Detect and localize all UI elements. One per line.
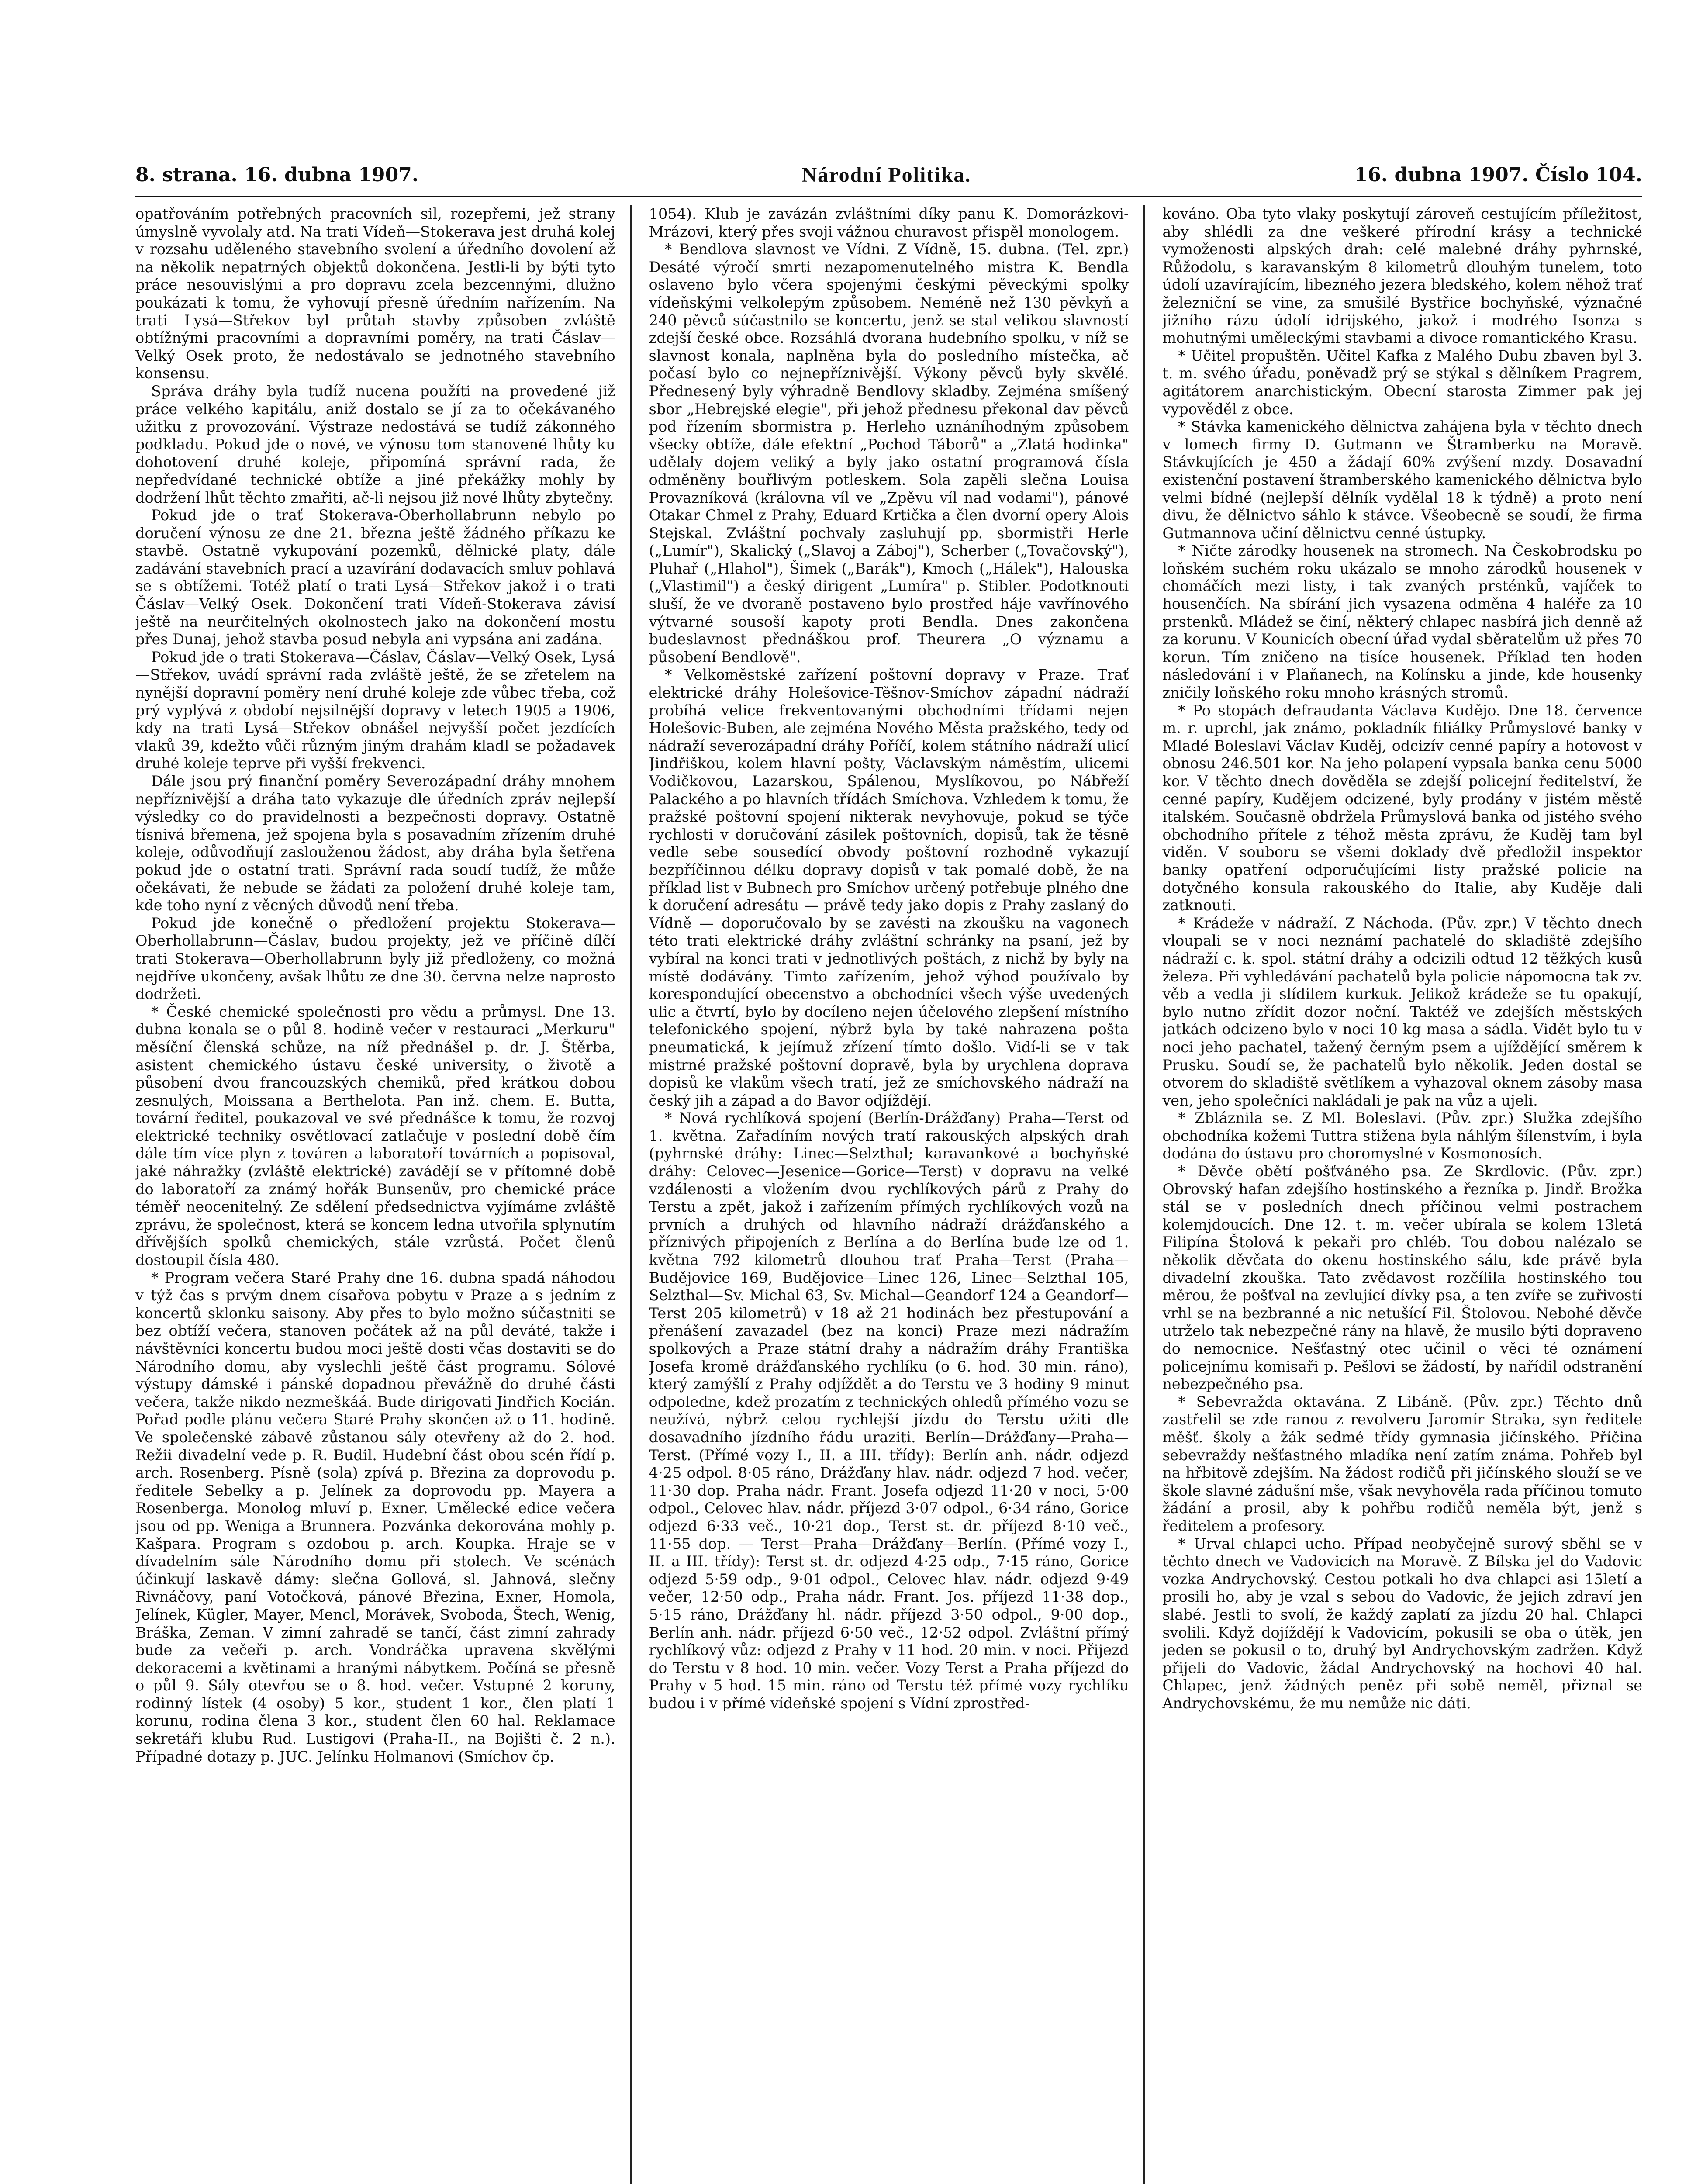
paragraph: kováno. Oba tyto vlaky poskytují zároveň cestujícím příležitost, aby shlédli za dne veškeré přírodní krásy a technické vymoženosti alpských drah: celé malebné dráhy pyhrnské, Růžodolu, s karavanským 8 kilometrů dlouhým tunelem, toto údolí uzavírajícím, libezného jezera bledského, kolem něhož trať železniční se vine, za smušilé Bystřice bochyňské, význačné jižního rázu údolí idrijského, jakož i modrého Isonza s mohutnými uměleckými stavbami a divoce romantického Krasu. [1162, 205, 1643, 347]
news-item-madness: * Zbláznila se. Z Ml. Boleslavi. (Pův. zpr.) Služka zdejšího obchodníka kožemi Tuttra stižena byla náhlým šílenstvím, i byla dodána do ústavu pro choromyslné v Kosmonosích. [1162, 1109, 1643, 1162]
news-item-caterpillars: * Ničte zárodky housenek na stromech. Na Českobrodsku po loňském suchém roku ukázalo se mnoho zárodků housenek v chomáčích mezi listy, i tak zvaných prsténků, vajíček to housenčích. Na sbírání jich vysazena odměna 4 haléře za 10 prstenků. Mládež se činí, některý chlapec nasbírá jich denně až za korunu. V Kounicích obecní úřad vydal sběratelům už přes 70 korun. Tím zničeno na tisíce housenek. Příklad ten hoden následování i v Plaňanech, na Kolínsku a jinde, kde housenky zničily loňského roku mnoho krásných stromů. [1162, 542, 1643, 702]
paragraph: Pokud jde konečně o předložení projektu Stokerava—Oberhollabrunn—Čáslav, budou projekty, jež ve příčině dílčí trati Stokerava—Oberhollabrunn byly již předloženy, co možná nejdříve ukončeny, avšak lhůtu ze dne 30. června nelze naprosto dodržeti. [135, 914, 615, 1003]
news-item-stara-praha: * Program večera Staré Prahy dne 16. dubna spadá náhodou v týž čas s prvým dnem císařova pobytu v Praze a s jedním z koncertů sklonku saisony. Aby přes to bylo možno súčastniti se bez obtíží večera, stanoven počátek až na půl deváté, takže i návštěvníci koncertu budou moci ještě dosti včas dostaviti se do Národního domu, aby vyslechli ještě část programu. Sólové výstupy dámské i pánské dopadnou převážně do druhé části večera, takže nikdo nezmeškáá. Bude dirigovati Jindřich Kocián. Pořad podle plánu večera Staré Prahy skončen až o 11. hodině. Ve společenské zábavě zůstanou sály otevřeny až do 2. hod. Režii divadelní vede p. R. Budil. Hudební část obou scén řídí p. arch. Rosenberg. Písně (sola) zpívá p. Březina za doprovodu p. ředitele Sebelky a p. Jelínek za doprovodu pp. Mayera a Rosenberga. Monolog mluví p. Exner. Umělecké edice večera jsou od pp. Weniga a Brunnera. Pozvánka dekorována mohly p. Kašpara. Program s ozdobou p. arch. Koupka. Hraje se v dívadelním sále Národního domu při stolech. Ve scénách účinkují laskavě dámy: slečna Gollová, sl. Jahnová, slečny Rivnáčovy, paní Votočková, pánové Březina, Exner, Homola, Jelínek, Kügler, Mayer, Mencl, Morávek, Svoboda, Štech, Wenig, Bráška, Zeman. V zimní zahradě se tančí, část zimní zahrady bude za večeři p. arch. Vondráčka upravena skvělými dekoracemi a květinami a hranými nábytkem. Počíná se přesně o půl 9. Sály otevřou se o 8. hod. večer. Vstupné 2 koruny, rodinný lístek (4 osoby) 5 kor., student 1 kor., člen platí 1 korunu, rodina člena 3 kor., student člen 60 hal. Reklamace sekretáři klubu Rud. Lustigovi (Praha-II., na Bojišti č. 2 n.). Případné dotazy p. JUC. Jelínku Holmanovi (Smíchov čp. [135, 1269, 615, 1765]
header-left: 8. strana. 16. dubna 1907. [135, 163, 419, 186]
news-item-dog: * Děvče obětí pošťváného psa. Ze Skrdlovic. (Pův. zpr.) Obrovský hafan zdejšího hostinského a řezníka p. Jindř. Brožka stál se v posledních dnech příčinou velmi postrachem kolemjdoucích. Dne 12. t. m. večer ubírala se kolem 13letá Filipína Štolová k pekaři pro chléb. Tou dobou nalézalo se několik děvčata do okenu hostinského sálu, kde právě byla divadelní zkouška. Tato zvědavost rozčílila hostinského tou měrou, že pošťval na zevlující dívky psa, a ten zvíře se zuřivostí vrhl se na bezbranné a nic netušící Fil. Štolovou. Nebohé děvče utrželo tak nebezpečné rány na hlavě, že musilo býti dopraveno do nemocnice. Nešťastný otec učinil o věci té oznámení policejnímu komisaři p. Pešlovi se žádostí, by nařídil odstranění nebezpečného psa. [1162, 1163, 1643, 1393]
paragraph: 1054). Klub je zavázán zvláštními díky panu K. Domorázkovi-Mrázovi, který přes svoji vážnou churavost přispěl monologem. [649, 205, 1129, 240]
news-item-teacher: * Učitel propuštěn. Učitel Kafka z Malého Dubu zbaven byl 3. t. m. svého úřadu, poněvadž prý se stýkal s dělníkem Pragrem, agitátorem anarchistickým. Obecní starosta Zimmer pak jej vypověděl z obce. [1162, 347, 1643, 418]
header-rule [135, 196, 1642, 197]
news-item-express: * Nová rychlíková spojení (Berlín-Drážďany) Praha—Terst od 1. května. Zařadíním nových tratí rakouských alpských drah (pyhrnské dráhy: Linec—Selzthal; karavankové a bochyňské dráhy: Celovec—Jesenice—Gorice—Terst) v dopravu na velké vzdálenosti a vložením dvou rychlíkových párů z Prahy do Terstu a zpět, jakož i zařízením přímých rychlíkových vozů na prvních a druhých od hlavního nádraží drážďanského a příznivých připojeních z Berlína a do Berlína bude lze od 1. května 792 kilometrů dlouhou trať Praha—Terst (Praha—Budějovice 169, Budějovice—Linec 126, Linec—Selzthal 105, Selzthal—Sv. Michal 63, Sv. Michal—Geandorf 124 a Geandorf—Terst 205 kilometrů) v 18 až 21 hodinách bez přestupování a přenášení zavazadel (bez na konci) Praze mezi nádražím spolkových a Praze státní drahy a nádražím dráhy Františka Josefa kromě drážďanského rychlíku (o 6. hod. 30 min. ráno), který zamýšlí z Prahy odjíždět a do Terstu ve 3 hodiny 9 minut odpoledne, kdež prozatím z technických ohledů přímého vozu se neužívá, nýbrž celou rychlejší jízdu do Terstu užiti dle dosavadního jízdního řádu uraziti. Berlín—Drážďany—Praha—Terst. (Přímé vozy I., II. a III. třídy): Berlín anh. nádr. odjezd 4·25 odpol. 8·05 ráno, Drážďany hlav. nádr. odjezd 7 hod. večer, 11·30 dop. Praha nádr. Frant. Josefa odjezd 11·20 v noci, 5·00 odpol., Celovec hlav. nádr. příjezd 3·07 odpol., 6·34 ráno, Gorice odjezd 6·33 več., 10·21 dop., Terst st. dr. příjezd 8·10 več., 11·55 dop. — Terst—Praha—Drážďany—Berlín. (Přímé vozy I., II. a III. třídy): Terst st. dr. odjezd 4·25 odp., 7·15 ráno, Gorice odjezd 5·59 odp., 9·01 odpol., Celovec hlav. nádr. odjezd 9·49 večer, 12·50 odp., Praha nádr. Frant. Jos. příjezd 11·38 dop., 5·15 ráno, Drážďany hl. nádr. příjezd 3·50 odpol., 9·00 dop., Berlín anh. nádr. příjezd 6·50 več., 12·52 odpol. Zvláštní přímý rychlíkový vůz: odjezd z Prahy v 11 hod. 20 min. v noci. Přijezd do Terstu v 8 hod. 10 min. večer. Vozy Terst a Praha příjezd do Prahy v 5 hod. 15 min. ráno od Terstu též přímé vozy rychlíku budou i v přímé vídeňské spojení s Vídní zprostřed- [649, 1109, 1129, 1712]
column-3 [1162, 205, 1642, 2184]
article-columns [135, 205, 1642, 2184]
header-right: 16. dubna 1907. Číslo 104. [1354, 163, 1642, 186]
column-2 [649, 205, 1145, 2184]
paragraph: Pokud jde o trati Stokerava—Čáslav, Čáslav—Velký Osek, Lysá—Střekov, uvádí správní rada zvláště ještě, že se zřetelem na nynější dopravní poměry není druhé koleje zde vůbec třeba, což prý vyplývá z období nejsilnější dopravy v letech 1905 a 1906, kdy na trati Lysá—Střekov obnášel nejvyšší počet jezdících vlaků 39, kdežto vůči různým jiným drahám kladl se požadavek druhé koleje teprve při vyšší frekvenci. [135, 648, 615, 772]
page-header [135, 157, 1642, 192]
news-item-chemical-society: * České chemické společnosti pro vědu a průmysl. Dne 13. dubna konala se o půl 8. hodině večer v restauraci „Merkuru" měsíční členská schůze, na níž přednášel p. dr. J. Štěrba, asistent chemického ústavu české university, o životě a působení dvou francouzských chemiků, před krátkou dobou zesnulých, Moissana a Berthelota. Pan inž. chem. E. Butta, tovární ředitel, poukazoval ve své přednášce k tomu, že rozvoj elektrické techniky osvětlovací zatlačuje v poslední době čím dále tím více plyn z továren a laboratoří továrních a popisoval, jaké náhražky (zvláště elektrické) zavádějí se v přítomné době do laboratoří za známý hořák Bunsenův, pro chemické práce téměř neocenitelný. Ze sdělení předsednictva vyjímáme zvláště zprávu, že společnost, která se koncem ledna utvořila splynutím dřívějších spolků chemických, stále vzrůstá. Počet členů dostoupil čísla 480. [135, 1003, 615, 1269]
news-item-theft: * Krádeže v nádraží. Z Náchoda. (Pův. zpr.) V těchto dnech vloupali se v noci neznámí pachatelé do skladiště zdejšího nádraží c. k. spol. státní dráhy a odcizili odtud 12 těžkých kusů železa. Při vyhledávání pachatelů byla policie nápomocna tak zv. věb a vedla ji slídilem kurkuk. Jelikož krádeže se tu opakují, bylo nutno zřídit dozor noční. Taktéž ve zdejších městských jatkách odcizeno bylo v noci 10 kg masa a sádla. Vidět bylo tu v noci jeho pachatel, tažený černým psem a ujíždějící směrem k Prusku. Soudí se, že pachatelů bylo několik. Jeden dostal se otvorem do skladiště světlíkem a vyhazoval oknem zásoby masa ven, jeho společníci nakládali je pak na vůz a ujeli. [1162, 914, 1643, 1109]
news-item-suicide: * Sebevražda oktavána. Z Libáně. (Pův. zpr.) Těchto dnů zastřelil se zde ranou z revolveru Jaromír Straka, syn ředitele měšť. školy a žák sedmé třídy gymnasia jičínského. Příčina sebevraždy nešťastného mladíka není zatím známa. Pohřeb byl na hřbitově zdejším. Na žádost rodičů při jičínského slouží se ve škole slavné zádušní mše, však nevyhověla rada příčinou tomuto žádání a prosil, aby k pohřbu rodičů neměla být, jenž s ředitelem a profesory. [1162, 1393, 1643, 1534]
news-item-strike: * Stávka kamenického dělnictva zahájena byla v těchto dnech v lomech firmy D. Gutmann ve Štramberku na Moravě. Stávkujících je 450 a žádají 60% zvýšení mzdy. Dosavadní existenční postavení štramberského kamenického dělnictva bylo velmi bídné (nejlepší dělník vydělal 18 k týdně) a proto není divu, že dělnictvo sáhlo k stávce. Všeobecně se soudí, že firma Gutmannova učiní dělnictvu cenné ústupky. [1162, 418, 1643, 542]
paragraph: Dále jsou prý finanční poměry Severozápadní dráhy mnohem nepříznivější a dráha tato vykazuje dle úředních zpráv nejlepší výsledky co do pravidelnosti a bezpečnosti dopravy. Ostatně tísnivá břemena, jež spojena byla s posavadním zřízením druhé koleje, odůvodňují zaslouženou žádost, aby dráha byla šetřena pokud jde o ostatní trati. Správní rada soudí tudíž, že může očekávati, že nebude se žádati za položení druhé koleje tam, kde toho nyní z věcných důvodů není třeba. [135, 773, 615, 914]
news-item-ear: * Urval chlapci ucho. Případ neobyčejně surový sběhl se v těchto dnech ve Vadovicích na Moravě. Z Bílska jel do Vadovic vozka Andrychovský. Cestou potkali ho dva chlapci asi 15letí a prosili ho, aby je vzal s sebou do Vadovic, že jejich zdraví jen slabé. Jestli to svolí, že každý zaplatí za jízdu 20 hal. Chlapci svolili. Když dojíždějí k Vadovicím, pokusili se oba o útěk, jen jeden se pokusil o to, druhý byl Andrychovským zadržen. Když přijeli do Vadovic, žádal Andrychovský na hochovi 40 hal. Chlapec, jenž žádných peněz při sobě neměl, přiznal se Andrychovskému, že mu nemůže nic dáti. [1162, 1535, 1643, 1712]
news-item-postal: * Velkoměstské zařízení poštovní dopravy v Praze. Trať elektrické dráhy Holešovice-Těšnov-Smíchov západní nádraží probíhá velice frekventovanými obchodními třídami nejen Holešovic-Buben, ale zejména Nového Města pražského, tedy od nádraží severozápadní dráhy Poříčí, kolem státního nádraží ulicí Jindřiškou, kolem hlavní pošty, Václavským náměstím, ulicemi Vodičkovou, Lazarskou, Spálenou, Myslíkovou, po Nábřeží Palackého a po hlavních třídách Smíchova. Vzhledem k tomu, že pražské poštovní spojení nikterak nevyhovuje, pokud se týče rychlosti v doručování zásilek poštovních, dopisů, tak že těsně vedle sebe sousedící obvody poštovní rozhodně vykazují bezpříčinnou délku dopravy dopisů v tak pomalé době, že na příklad list v Bubnech pro Smíchov určený potřebuje plného dne k doručení adresátu — právě tedy jako dopis z Prahy zaslaný do Vídně — doporučovalo by se zavésti na zkoušku na vagonech této trati elektrické dráhy zvláštní schránky na psaní, jež by vybíral na konci trati v jednotlivých poštách, z nichž by byly na místě dodávány. Timto zařízením, jehož výhod používalo by korespondující obecenstvo a obchodníci všech výše uvedených ulic a čtvrtí, bylo by docíleno nejen účelového zlepšení místního telefonického spojení, nýbrž byla by také nahrazena pošta pneumatická, k jejímuž zřízení tímto došlo. Vidí-li se v tak mistrné pražské poštovní dopravě, byla by urychlena doprava dopisů ke vlakům všech tratí, jež ze smíchovského nádraží na český jih a západ a do Bavor odjíždějí. [649, 666, 1129, 1109]
news-item-defraudant: * Po stopách defraudanta Václava Kudějo. Dne 18. července m. r. uprchl, jak známo, pokladník filiálky Průmyslové banky v Mladé Boleslavi Václav Kuděj, odcizív cenné papíry a hotovost v obnosu 246.501 kor. Na jeho polapení vypsala banka cenu 5000 kor. V těchto dnech dověděla se zdejší policejní ředitelství, že cenné papíry, Kudějem odcizené, byly prodány v jistém městě italském. Současně obdržela Průmyslová banka od jistého svého obchodního přítele z téhož města zprávu, že Kuděj tam byl viděn. V souboru se všemi doklady dvě předložil inspektor banky opatření odporučujícími listy pražské policie na dotyčného konsula rakouského do Italie, aby Kuděje dali zatknouti. [1162, 702, 1643, 914]
paragraph: Správa dráhy byla tudíž nucena použíti na provedené již práce velkého kapitálu, aniž dostalo se jí za to očekávaného užitku z provozování. Výstraze nedostává se tudíž zákonného podkladu. Pokud jde o nové, ve výnosu tom stanovené lhůty ku dohotovení druhé koleje, připomíná správní rada, že nepředvídané technické obtíže a jiné překážky mohly by dodržení lhůt těchto zmařiti, ač-li nejsou již nové lhůty zbytečny. [135, 382, 615, 506]
paragraph: Pokud jde o trať Stokerava-Oberhollabrunn nebylo po doručení výnosu ze dne 21. března ještě žádného příkazu ke stavbě. Ostatně vykupování pozemků, dělnické platy, dále zadávání stavebních prací a uzavírání dodavacích smluv pohlavá se s obtížemi. Totéž platí o trati Lysá—Střekov jakož i o trati Čáslav—Velký Osek. Dokončení trati Vídeň-Stokerava závisí ještě na neurčitelných okolnostech jako na dokončení mostu přes Dunaj, jehož stavba posud nebyla ani vypsána ani zadána. [135, 507, 615, 648]
masthead: Národní Politika. [801, 163, 971, 187]
column-1 [135, 205, 632, 2184]
paragraph: opatřováním potřebných pracovních sil, rozepřemi, jež strany úmyslně vyvolaly atd. Na trati Vídeň—Stokerava jest druhá kolej v rozsahu uděleného stavebního svolení a úředního dovolení až na několik nepatrných objektů dokončena. Jestli-li by býti tyto práce nesouvislými a pro dopravu zcela bezcennými, dlužno poukázati k tomu, že vyhovují přesně úředním nařízením. Na trati Lysá—Střekov byl průtah stavby způsoben zvláště obtížnými pracovními a dopravními poměry, na trati Čáslav—Velký Osek proto, že nedostávalo se jednotného stavebního konsensu. [135, 205, 615, 382]
news-item-bendl: * Bendlova slavnost ve Vídni. Z Vídně, 15. dubna. (Tel. zpr.) Desáté výročí smrti nezapomenutelného mistra K. Bendla oslaveno bylo včera spojenými českými pěveckými spolky vídeňskými velkolepým způsobem. Neméně než 130 pěvkyň a 240 pěvců súčastnilo se koncertu, jenž se stal velikou slavností zdejší české obce. Rozsáhlá dvorana hudebního spolku, v níž se slavnost konala, naplněna byla do posledního místečka, ač počasí bylo co nejnepříznivější. Výkony pěvců byly skvělé. Přednesený byly výhradně Bendlovy skladby. Zejména smíšený sbor „Hebrejské elegie", při jehož přednesu překonal dav pěvců pod řízením sbormistra p. Herleho uznáníhodným způsobem všecky obtíže, dále efektní „Pochod Táborů" a „Zlatá hodinka" udělaly dojem veliký a byly jako ostatní programová čísla odměněny bouřlivým potleskem. Sola zapěli slečna Louisa Provazníková (královna víl ve „Zpěvu víl nad vodami"), pánové Otakar Chmel z Prahy, Eduard Krtička a člen dvorní opery Alois Stejskal. Zvláštní pochvaly zasluhují pp. sbormistři Herle („Lumír"), Skalický („Slavoj a Záboj"), Scherber („Tovačovský"), Pluhař („Hlahol"), Šimek („Barák"), Kmoch („Hálek"), Halouska („Vlastimil") a český dirigent „Lumíra" p. Stibler. Podotknouti sluší, že ve dvoraně postaveno bylo prostřed háje vavřínového výtvarné sousoší kapoty proti Bendla. Dnes zakončena budeslavnost přednáškou prof. Theurera „O významu a působení Bendlově". [649, 241, 1129, 666]
